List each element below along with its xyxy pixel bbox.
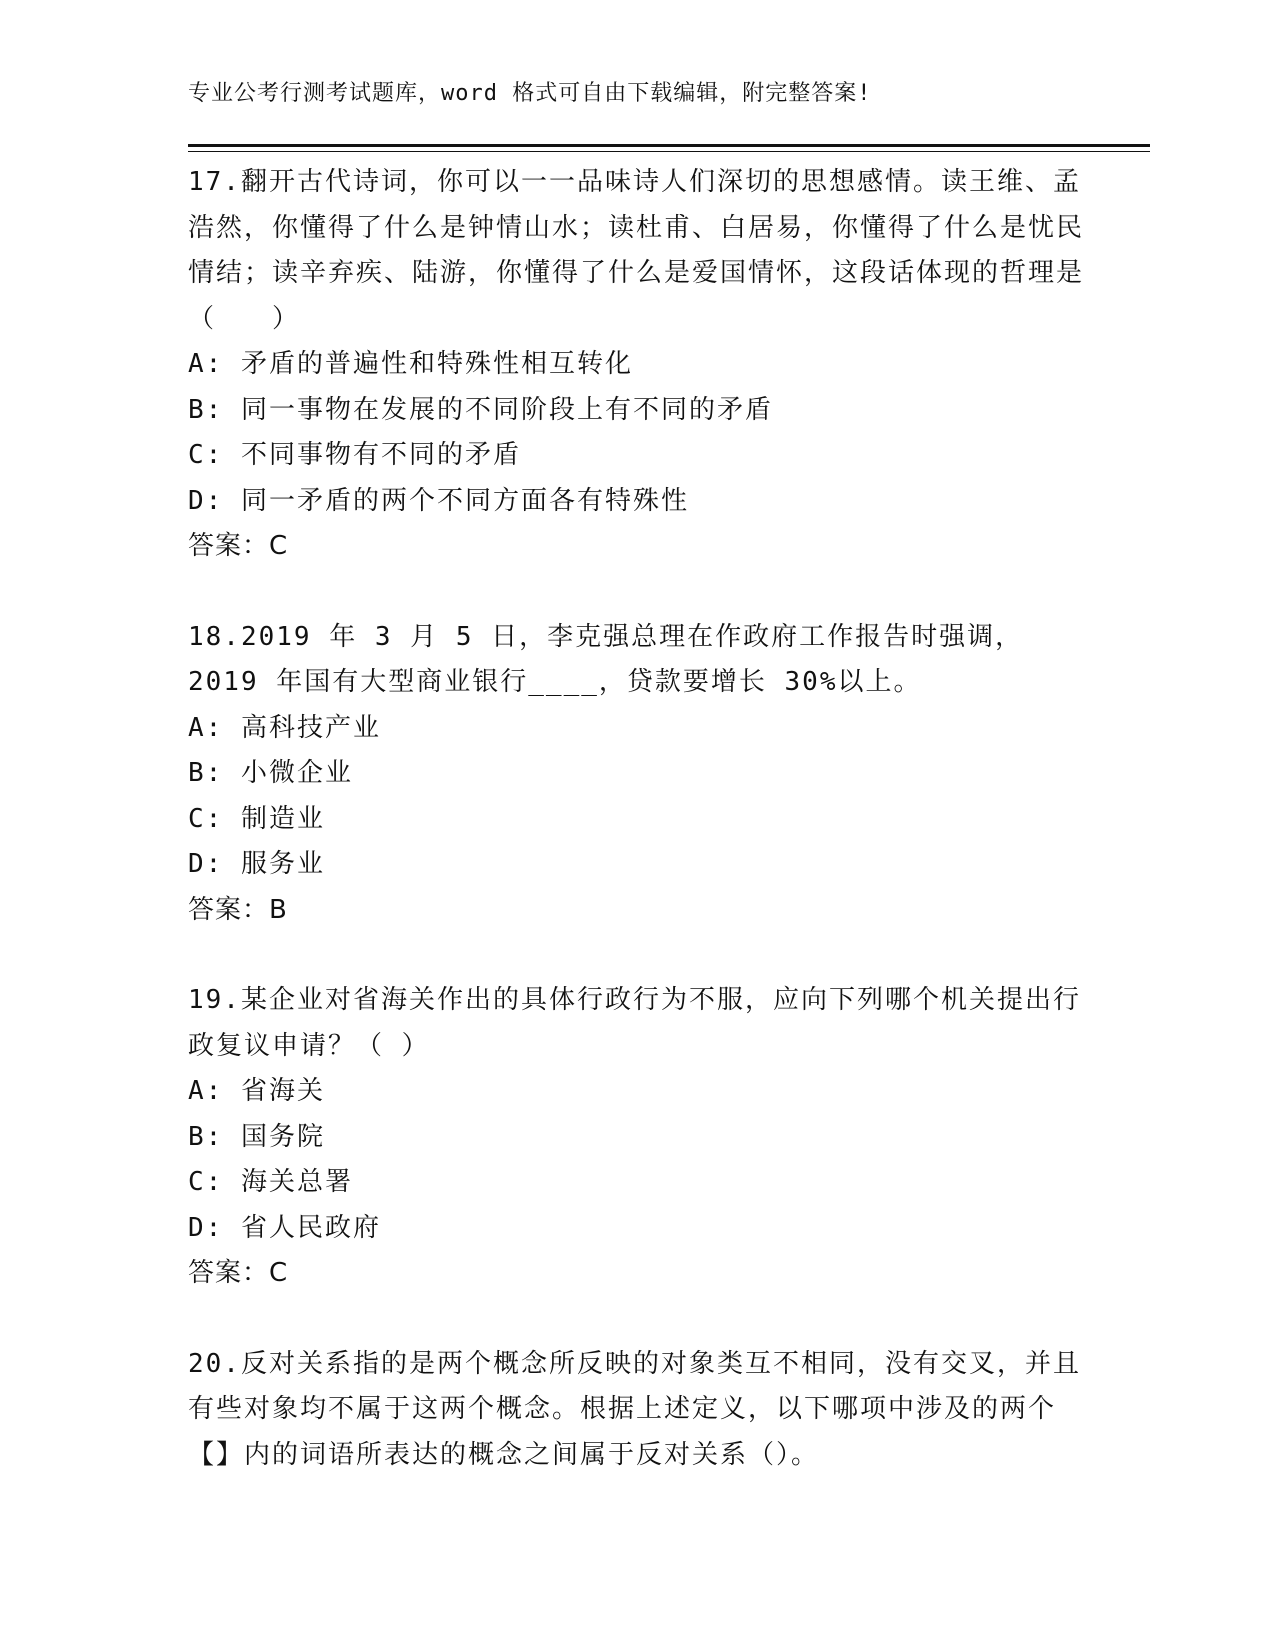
header-rule-thick: [188, 144, 1150, 147]
answer-line: 答案：C: [188, 1258, 289, 1288]
question-19: [188, 978, 1088, 1297]
question-stem: 18.2019 年 3 月 5 日，李克强总理在作政府工作报告时强调，2019 年国有大型商业银行____，贷款要增长 30%以上。: [188, 621, 1024, 697]
option-a: A: 省海关: [188, 1076, 325, 1106]
header-rule-thin: [188, 151, 1150, 152]
option-c: C: 制造业: [188, 803, 325, 834]
option-c: C: 不同事物有不同的矛盾: [188, 440, 521, 470]
option-b: B: 同一事物在发展的不同阶段上有不同的矛盾: [188, 394, 773, 425]
question-stem: 20.反对关系指的是两个概念所反映的对象类互不相同，没有交叉，并且有些对象均不属于这两个概念。根据上述定义，以下哪项中涉及的两个【】内的词语所表达的概念之间属于反对关系（）。: [188, 1348, 1081, 1470]
answer-line: 答案：B: [188, 894, 288, 925]
option-c: C: 海关总署: [188, 1167, 353, 1197]
question-stem: 17.翻开古代诗词，你可以一一品味诗人们深切的思想感情。读王维、孟浩然，你懂得了什么是钟情山水；读杜甫、白居易，你懂得了什么是忧民情结；读辛弃疾、陆游，你懂得了什么是爱国情怀，这段话体现的哲理是（ ）: [188, 167, 1085, 334]
option-b: B: 国务院: [188, 1121, 325, 1152]
question-stem: 19.某企业对省海关作出的具体行政行为不服，应向下列哪个机关提出行政复议申请？（ ）: [188, 985, 1081, 1061]
question-list: [188, 160, 1088, 1478]
option-d: D: 服务业: [188, 849, 325, 879]
option-b: B: 小微企业: [188, 758, 353, 788]
option-d: D: 同一矛盾的两个不同方面各有特殊性: [188, 485, 689, 516]
question-17: [188, 160, 1088, 570]
option-a: A: 高科技产业: [188, 712, 381, 743]
question-18: [188, 615, 1088, 934]
option-d: D: 省人民政府: [188, 1212, 381, 1243]
answer-line: 答案：C: [188, 531, 289, 561]
page-header: 专业公考行测考试题库，word 格式可自由下载编辑，附完整答案!: [188, 81, 872, 106]
question-20: [188, 1342, 1088, 1479]
option-a: A: 矛盾的普遍性和特殊性相互转化: [188, 349, 633, 379]
